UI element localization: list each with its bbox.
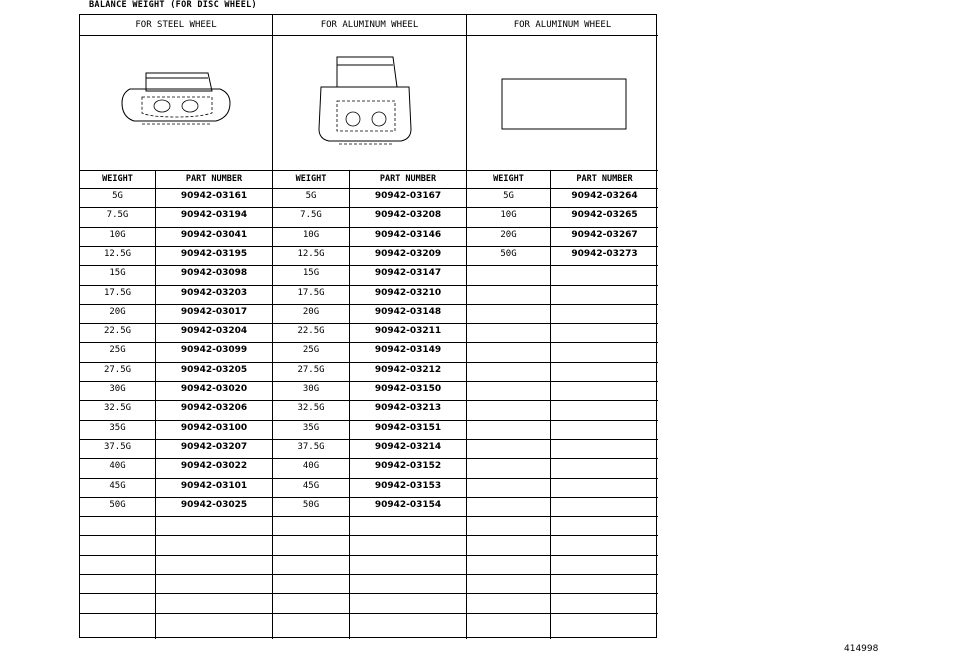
weight-cell: 45G — [302, 481, 320, 491]
weight-cell: 25G — [109, 345, 126, 355]
weight-cell: 50G — [109, 500, 126, 510]
adhesive-weight-illustration — [498, 75, 630, 133]
part-number-cell: 90942-03154 — [374, 500, 442, 510]
row-rule — [80, 381, 658, 382]
weight-cell: 25G — [302, 345, 320, 355]
weight-cell: 40G — [109, 461, 126, 471]
part-number-cell: 90942-03194 — [180, 210, 248, 220]
part-number-cell: 90942-03098 — [180, 268, 248, 278]
part-number-cell: 90942-03025 — [180, 500, 248, 510]
column-divider-3 — [550, 170, 551, 639]
weight-cell: 10G — [500, 210, 517, 220]
section-heading-aluminum-1: FOR ALUMINUM WHEEL — [320, 20, 419, 30]
weight-cell: 12.5G — [103, 249, 132, 259]
part-number-cell: 90942-03146 — [374, 230, 442, 240]
weight-cell: 30G — [302, 384, 320, 394]
weight-cell: 5G — [503, 191, 514, 201]
balance-weight-table — [79, 14, 657, 638]
part-number-cell: 90942-03149 — [374, 345, 442, 355]
weight-cell: 50G — [500, 249, 517, 259]
weight-cell: 35G — [109, 423, 126, 433]
row-rule — [80, 420, 658, 421]
part-number-cell: 90942-03203 — [180, 288, 248, 298]
col-head-part-aluminum-2: PART NUMBER — [576, 174, 633, 184]
part-number-cell: 90942-03212 — [374, 365, 442, 375]
part-number-cell: 90942-03267 — [571, 230, 638, 240]
figure-rule — [80, 170, 658, 171]
part-number-cell: 90942-03147 — [374, 268, 442, 278]
row-rule — [80, 439, 658, 440]
part-number-cell: 90942-03099 — [180, 345, 248, 355]
col-head-weight-aluminum-1: WEIGHT — [295, 174, 327, 184]
section-heading-steel: FOR STEEL WHEEL — [135, 20, 217, 30]
part-number-cell: 90942-03210 — [374, 288, 442, 298]
weight-cell: 37.5G — [103, 442, 132, 452]
row-rule — [80, 400, 658, 401]
weight-cell: 12.5G — [297, 249, 325, 259]
weight-cell: 10G — [302, 230, 320, 240]
part-number-cell: 90942-03208 — [374, 210, 442, 220]
weight-cell: 37.5G — [297, 442, 325, 452]
part-number-cell: 90942-03205 — [180, 365, 248, 375]
row-rule — [80, 516, 658, 517]
part-number-cell: 90942-03167 — [374, 191, 442, 201]
row-rule — [80, 207, 658, 208]
part-number-cell: 90942-03148 — [374, 307, 442, 317]
row-rule — [80, 535, 658, 536]
row-rule — [80, 478, 658, 479]
weight-cell: 32.5G — [297, 403, 325, 413]
part-number-cell: 90942-03151 — [374, 423, 442, 433]
weight-cell: 15G — [302, 268, 320, 278]
part-number-cell: 90942-03017 — [180, 307, 248, 317]
weight-cell: 45G — [109, 481, 126, 491]
weight-cell: 5G — [112, 191, 123, 201]
row-rule — [80, 362, 658, 363]
part-number-cell: 90942-03161 — [180, 191, 248, 201]
weight-cell: 27.5G — [297, 365, 325, 375]
part-number-cell: 90942-03207 — [180, 442, 248, 452]
aluminum-wheel-weight-illustration — [315, 53, 415, 149]
weight-cell: 40G — [302, 461, 320, 471]
row-rule — [80, 458, 658, 459]
row-rule — [80, 574, 658, 575]
weight-cell: 17.5G — [297, 288, 325, 298]
row-rule — [80, 593, 658, 594]
weight-cell: 10G — [109, 230, 126, 240]
part-number-cell: 90942-03265 — [571, 210, 638, 220]
weight-cell: 17.5G — [103, 288, 132, 298]
part-number-cell: 90942-03206 — [180, 403, 248, 413]
weight-cell: 20G — [302, 307, 320, 317]
col-head-weight-steel: WEIGHT — [102, 174, 133, 184]
part-number-cell: 90942-03211 — [374, 326, 442, 336]
weight-cell: 27.5G — [103, 365, 132, 375]
row-rule — [80, 265, 658, 266]
row-rule — [80, 227, 658, 228]
steel-wheel-weight-illustration — [120, 69, 238, 133]
col-head-weight-aluminum-2: WEIGHT — [493, 174, 524, 184]
reference-number: 414998 — [844, 644, 879, 654]
part-number-cell: 90942-03152 — [374, 461, 442, 471]
row-rule — [80, 342, 658, 343]
row-rule — [80, 323, 658, 324]
part-number-cell: 90942-03204 — [180, 326, 248, 336]
part-number-cell: 90942-03153 — [374, 481, 442, 491]
row-rule — [80, 304, 658, 305]
row-rule — [80, 285, 658, 286]
row-rule — [80, 246, 658, 247]
part-number-cell: 90942-03264 — [571, 191, 638, 201]
weight-cell: 20G — [109, 307, 126, 317]
row-rule — [80, 497, 658, 498]
part-number-cell: 90942-03195 — [180, 249, 248, 259]
weight-cell: 15G — [109, 268, 126, 278]
part-number-cell: 90942-03150 — [374, 384, 442, 394]
part-number-cell: 90942-03214 — [374, 442, 442, 452]
weight-cell: 22.5G — [103, 326, 132, 336]
section-divider-2 — [466, 15, 467, 639]
weight-cell: 32.5G — [103, 403, 132, 413]
row-rule — [80, 555, 658, 556]
part-number-cell: 90942-03041 — [180, 230, 248, 240]
diagram-title: BALANCE WEIGHT (FOR DISC WHEEL) — [89, 0, 257, 10]
weight-cell: 22.5G — [297, 326, 325, 336]
part-number-cell: 90942-03020 — [180, 384, 248, 394]
weight-cell: 5G — [305, 191, 317, 201]
weight-cell: 7.5G — [300, 210, 322, 220]
part-number-cell: 90942-03100 — [180, 423, 248, 433]
weight-cell: 50G — [302, 500, 320, 510]
weight-cell: 30G — [109, 384, 126, 394]
weight-cell: 20G — [500, 230, 517, 240]
col-head-part-aluminum-1: PART NUMBER — [379, 174, 437, 184]
part-number-cell: 90942-03273 — [571, 249, 638, 259]
column-header-rule — [80, 188, 658, 189]
part-number-cell: 90942-03209 — [374, 249, 442, 259]
row-rule — [80, 613, 658, 614]
col-head-part-steel: PART NUMBER — [185, 174, 243, 184]
part-number-cell: 90942-03101 — [180, 481, 248, 491]
weight-cell: 35G — [302, 423, 320, 433]
section-heading-aluminum-2: FOR ALUMINUM WHEEL — [513, 20, 612, 30]
heading-rule — [80, 35, 658, 36]
weight-cell: 7.5G — [106, 210, 129, 220]
part-number-cell: 90942-03022 — [180, 461, 248, 471]
part-number-cell: 90942-03213 — [374, 403, 442, 413]
